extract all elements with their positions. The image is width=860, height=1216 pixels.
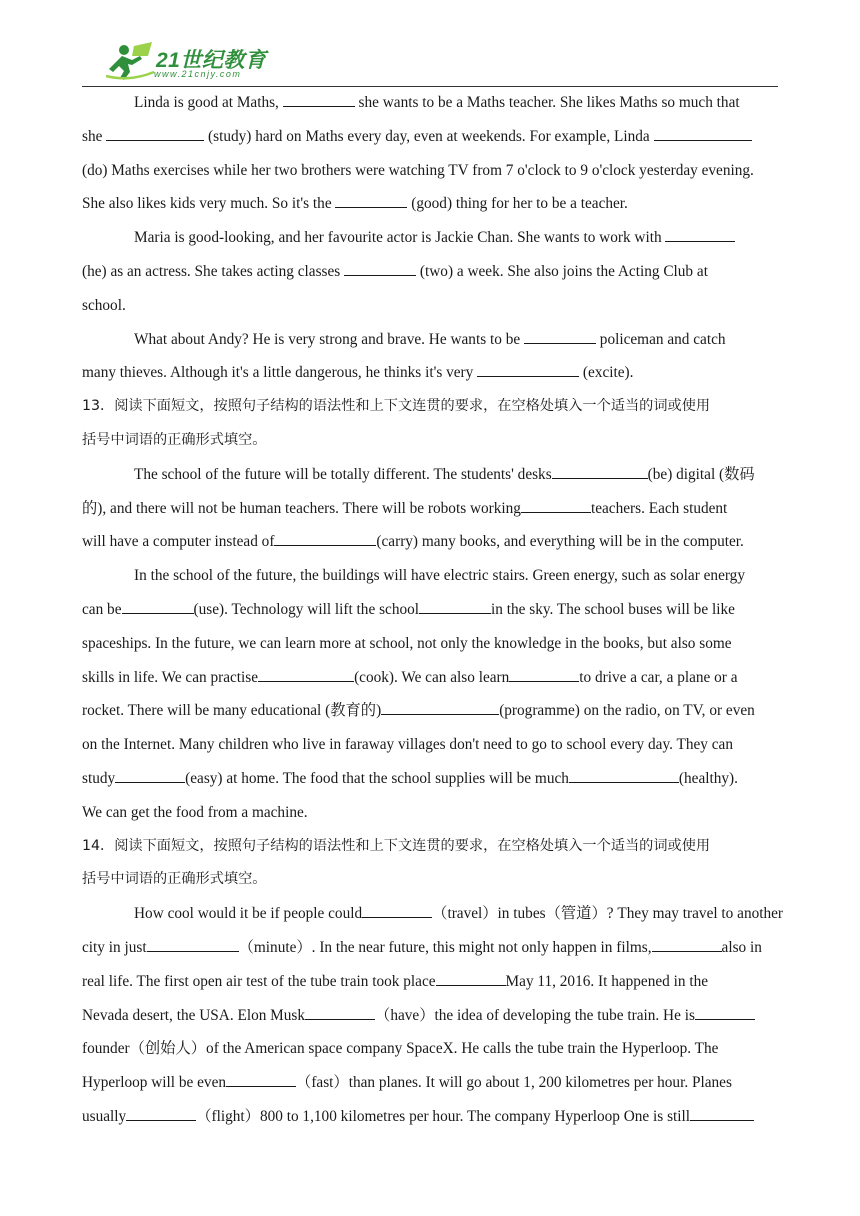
site-logo <box>104 42 274 84</box>
document-body <box>82 86 785 1134</box>
answer-blank <box>652 937 722 952</box>
question-14-instructions: 14．阅读下面短文，按照句子结构的语法性和上下文连贯的要求，在空格处填入一个适当的词或使用 括号中词语的正确形式填空。 <box>82 837 711 888</box>
logo-url: www.21cnjy.com <box>154 69 242 79</box>
answer-blank <box>569 768 679 783</box>
answer-blank <box>695 1005 755 1020</box>
question-14-paragraph-1: How cool would it be if people could （travel）in tubes（管道）? They may travel to another city in just （minute）. In the near future, this might not only happen in films, also in real life. The first open air test of the tube train took place May 11, 2016. It happened in the Nevada desert, the USA. Elon Musk （have）the idea of developing the tube train. He is founder（创始人）of the American space company SpaceX. He calls the tube train the Hyperloop. The Hyperloop will be even （fast）than planes. It will go about 1, 200 kilometres per hour. Planes usually （flight）800 to 1,100 kilometres per hour. The company Hyperloop One is still <box>82 905 784 1125</box>
answer-blank <box>654 126 752 141</box>
page-header <box>82 40 778 87</box>
logo-text: 21世纪教育 <box>156 49 267 72</box>
question-13-instructions: 13．阅读下面短文，按照句子结构的语法性和上下文连贯的要求，在空格处填入一个适当的词或使用 括号中词语的正确形式填空。 <box>82 398 711 448</box>
answer-blank <box>283 92 355 107</box>
answer-blank <box>552 464 648 479</box>
passage-12-paragraph-3: What about Andy? He is very strong and brave. He wants to be policeman and catch many thieves. Although it's a little dangerous, he thinks it's very (excite). <box>82 330 726 382</box>
passage-12-paragraph-2: Maria is good-looking, and her favourite actor is Jackie Chan. She wants to work with (he) as an actress. She takes acting classes (two) a week. She also joins the Acting Club at school. <box>82 221 785 322</box>
passage-12-paragraph-1: Linda is good at Maths, she wants to be a Maths teacher. She likes Maths so much that she (study) hard on Maths every day, even at weekends. For example, Linda (do) Maths exercises while her two brothers were watching TV from 7 o'clock to 9 o'clock yesterday evening. She also likes kids very much. So it's the (good) thing for her to be a teacher. <box>82 94 754 213</box>
answer-blank <box>126 1106 196 1121</box>
answer-blank <box>274 531 376 546</box>
answer-blank <box>122 599 194 614</box>
answer-blank <box>362 903 432 918</box>
answer-blank <box>106 126 204 141</box>
answer-blank <box>258 667 354 682</box>
answer-blank <box>436 971 506 986</box>
question-13-paragraph-1: The school of the future will be totally different. The students' desks (be) digital (数码 的), and there will not be human teachers. There will be robots working teachers. Each student will have a computer instead of (carry) many books, and everything will be in the computer. <box>82 465 755 551</box>
answer-blank <box>690 1106 754 1121</box>
answer-blank <box>226 1072 296 1087</box>
answer-blank <box>665 227 735 242</box>
answer-blank <box>344 261 416 276</box>
answer-blank <box>147 937 239 952</box>
answer-blank <box>335 193 407 208</box>
answer-blank <box>477 362 579 377</box>
answer-blank <box>509 667 579 682</box>
answer-blank <box>419 599 491 614</box>
answer-blank <box>521 498 591 513</box>
runner-logo-icon <box>104 42 156 82</box>
question-13-paragraph-2: In the school of the future, the buildings will have electric stairs. Green energy, such as solar energy can be (use). Technology will lift the school in the sky. The school buses will be like spaceships. In the future, we can learn more at school, not only the knowledge in the books, but also some skills in life. We can practise (cook). We can also learn to drive a car, a plane or a rocket. There will be many educational (教育的) (programme) on the radio, on TV, or even on the Internet. Many children who live in faraway villages don't need to go to school every day. They can study (easy) at home. The food that the school supplies will be much (healthy). We can get the food from a machine. <box>82 567 755 821</box>
answer-blank <box>381 700 499 715</box>
answer-blank <box>305 1005 375 1020</box>
answer-blank <box>115 768 185 783</box>
answer-blank <box>524 329 596 344</box>
